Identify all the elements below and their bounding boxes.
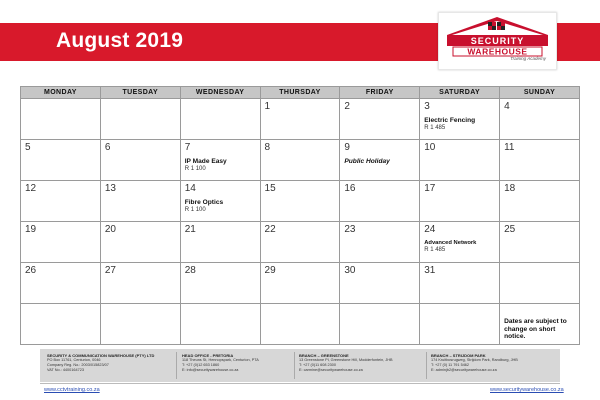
day-cell [260, 140, 340, 181]
day-number: 14 [184, 183, 196, 194]
day-number: 9 [344, 142, 350, 153]
empty-day-cell [500, 304, 580, 345]
footer-branch-greenstone [299, 353, 424, 373]
logo-tagline: Training Academy [510, 56, 546, 61]
day-cell [21, 181, 101, 222]
day-number: 21 [184, 224, 196, 235]
company-website-link[interactable]: www.securitywarehouse.co.za [490, 387, 564, 393]
footer-rule [40, 383, 560, 384]
footer-company-line: VAT No.: 4400164723 [47, 368, 84, 372]
day-cell [420, 222, 500, 263]
day-number: 6 [104, 142, 111, 153]
empty-day-cell [260, 304, 340, 345]
empty-day-cell [100, 99, 180, 140]
event-price: R 1 100 [184, 166, 206, 172]
week-row [21, 99, 580, 140]
weekday-header-row [21, 87, 580, 99]
day-cell [100, 222, 180, 263]
month-title: August 2019 [56, 29, 184, 52]
weekday-header: TUESDAY [100, 87, 180, 99]
event-title: Electric Fencing [424, 117, 476, 124]
day-cell [500, 99, 580, 140]
weekday-header: THURSDAY [260, 87, 340, 99]
day-cell [100, 263, 180, 304]
footer-strijdom-line: T: +27 (0) 11 791 5462 [431, 363, 470, 367]
day-number: 16 [344, 183, 356, 194]
footer-strijdom-line: 174 Kruitbosrugweg, Strijdom Park, Randburg, JHB [431, 358, 518, 362]
day-number: 22 [264, 224, 276, 235]
footer-head-office-title: HEAD OFFICE - PRETORIA [182, 353, 234, 358]
day-cell [100, 181, 180, 222]
day-number: 10 [424, 142, 436, 153]
day-cell [180, 181, 260, 222]
logo-brand-secondary: WAREHOUSE [467, 46, 528, 57]
weekday-header: SATURDAY [420, 87, 500, 99]
day-number: 30 [344, 265, 356, 276]
day-cell [340, 140, 420, 181]
event-price: R 1 485 [424, 247, 446, 253]
event-title: Advanced Network [424, 240, 477, 246]
empty-day-cell [21, 304, 101, 345]
weekday-header: MONDAY [21, 87, 101, 99]
empty-day-cell [420, 304, 500, 345]
day-cell [260, 263, 340, 304]
day-number: 15 [264, 183, 276, 194]
schedule-note: Dates are subject to change on short notice. [504, 318, 567, 340]
calendar-grid [20, 86, 580, 345]
week-row [21, 181, 580, 222]
day-cell [100, 140, 180, 181]
weekday-header: WEDNESDAY [180, 87, 260, 99]
day-cell [21, 222, 101, 263]
weekday-header: SUNDAY [500, 87, 580, 99]
footer-company-line: Company Reg. No.: 2003/015823/07 [47, 363, 109, 367]
day-number: 13 [104, 183, 116, 194]
day-number: 31 [424, 265, 436, 276]
footer-greenstone-title: BRANCH – GREENSTONE [299, 353, 349, 358]
empty-day-cell [180, 304, 260, 345]
day-cell [420, 263, 500, 304]
footer-greenstone-line: 13 Greenstone Pl, Greenstone Hill, Modderfontein, JHB [299, 358, 393, 362]
footer-greenstone-line: T: +27 (0)11 608 2300 [299, 363, 336, 367]
event-title: Fibre Optics [184, 199, 224, 206]
day-number: 23 [344, 224, 356, 235]
footer-branch-strijdom [431, 353, 556, 373]
weekday-header: FRIDAY [340, 87, 420, 99]
empty-day-cell [100, 304, 180, 345]
footer-strijdom-title: BRANCH – STRIJDOM PARK [431, 353, 486, 358]
footer-company [47, 353, 167, 373]
day-cell [21, 140, 101, 181]
day-number: 24 [424, 224, 436, 235]
event-price: R 1 485 [424, 125, 446, 131]
footer-head-office-line: T: +27 (0)12 653 1860 [182, 363, 220, 367]
day-cell [420, 99, 500, 140]
footer-head-office-line: E: info@securitywarehouse.co.za [182, 368, 239, 372]
day-number: 19 [25, 224, 37, 235]
day-number: 20 [104, 224, 116, 235]
day-number: 1 [264, 101, 271, 112]
empty-day-cell [500, 263, 580, 304]
week-row [21, 263, 580, 304]
empty-day-cell [340, 304, 420, 345]
week-row [21, 304, 580, 345]
week-row [21, 140, 580, 181]
week-row [21, 222, 580, 263]
day-number: 12 [25, 183, 37, 194]
footer-contact-bar [40, 349, 560, 382]
day-cell [260, 222, 340, 263]
day-cell [500, 181, 580, 222]
day-cell [420, 181, 500, 222]
day-cell [180, 140, 260, 181]
day-number: 3 [424, 101, 430, 112]
footer-company-line: PO Box 11761, Centurion, 0046 [47, 358, 101, 362]
logo-brand-primary: SECURITY [470, 36, 525, 46]
footer-divider [176, 352, 177, 379]
day-cell [340, 222, 420, 263]
day-number: 29 [264, 265, 276, 276]
day-number: 5 [25, 142, 31, 153]
day-number: 2 [344, 101, 350, 112]
event-title: Public Holiday [344, 158, 390, 165]
event-price: R 1 100 [184, 207, 206, 213]
day-cell [260, 181, 340, 222]
day-cell [340, 263, 420, 304]
day-number: 18 [504, 183, 516, 194]
training-website-link[interactable]: www.cctvtraining.co.za [44, 387, 100, 393]
day-number: 27 [104, 265, 116, 276]
day-cell [21, 263, 101, 304]
day-number: 11 [504, 142, 515, 153]
day-number: 7 [184, 142, 191, 153]
empty-day-cell [180, 99, 260, 140]
day-cell [340, 99, 420, 140]
day-cell [500, 222, 580, 263]
day-cell [260, 99, 340, 140]
day-number: 26 [25, 265, 37, 276]
event-title: IP Made Easy [184, 158, 227, 165]
day-cell [180, 222, 260, 263]
footer-head-office [182, 353, 292, 373]
day-cell [340, 181, 420, 222]
footer-divider [426, 352, 427, 379]
footer-divider [294, 352, 295, 379]
day-number: 25 [504, 224, 516, 235]
footer-greenstone-line: E: carmine@securitywarehouse.co.za [299, 368, 363, 372]
day-cell [180, 263, 260, 304]
day-number: 8 [264, 142, 271, 153]
empty-day-cell [21, 99, 101, 140]
day-cell [500, 140, 580, 181]
footer-strijdom-line: E: adminjb2@securitywarehouse.co.za [431, 368, 497, 372]
day-number: 28 [184, 265, 196, 276]
footer-company-title: SECURITY & COMMUNICATION WAREHOUSE (PTY) LTD [47, 353, 155, 358]
day-number: 17 [424, 183, 436, 194]
footer-head-office-line: 118 Theuns St, Hennopspark, Centurion, PTA [182, 358, 259, 362]
security-warehouse-logo [438, 12, 557, 70]
day-number: 4 [504, 101, 510, 112]
day-cell [420, 140, 500, 181]
